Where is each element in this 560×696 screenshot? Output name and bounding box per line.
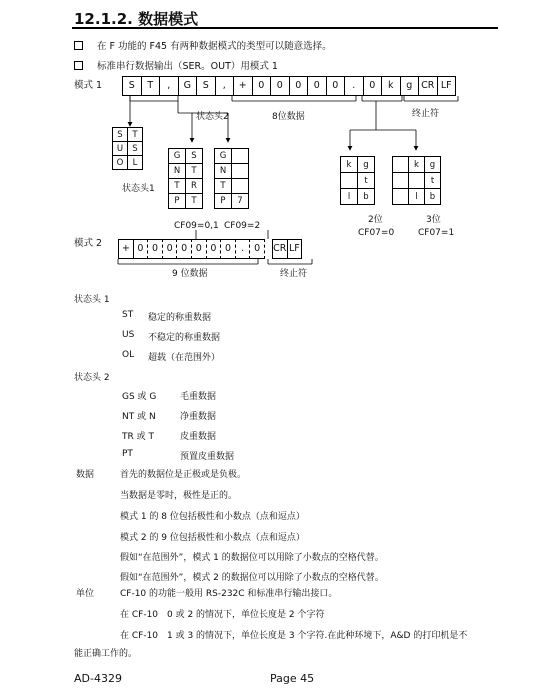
format-cell: +: [118, 239, 134, 259]
mode2-label: 模式 2: [74, 238, 103, 249]
grid-cell: g: [358, 157, 375, 173]
status-description: 毛重数据: [180, 392, 217, 402]
data-section-label: 数据: [76, 470, 95, 480]
grid-cell: T: [186, 194, 203, 209]
grid-cell: 7: [232, 194, 249, 209]
grid-cell: [393, 189, 409, 205]
grid-cell: [232, 179, 249, 194]
format-cell: 0: [326, 76, 346, 96]
grid-cell: k: [341, 157, 358, 173]
format-cell: CR: [272, 239, 288, 259]
paragraph-line: 在 CF-10 0 或 2 的情况下，单位长度是 2 个字符: [120, 610, 325, 620]
format-cell: 0: [289, 76, 309, 96]
format-cell: LF: [437, 76, 457, 96]
grid-cell: [232, 149, 249, 164]
format-cell: 0: [191, 239, 207, 259]
footer-doc-id: AD-4329: [74, 672, 122, 685]
format-cell: g: [400, 76, 420, 96]
status-description: 净重数据: [180, 412, 217, 422]
unit-2-grid: [340, 156, 375, 205]
format-cell: 0: [147, 239, 163, 259]
status-description: 稳定的称重数据: [148, 313, 212, 323]
mode1-label: 模式 1: [74, 80, 103, 91]
status-code: GS 或 G: [122, 392, 157, 402]
bullet-item: 在 F 功能的 F45 有两种数据模式的类型可以随意选择。: [74, 38, 332, 52]
format-cell: 0: [307, 76, 327, 96]
unit-3-grid: [392, 156, 441, 205]
grid-cell: L: [128, 156, 143, 170]
unit-3-label: 3位: [426, 215, 441, 225]
format-cell: G: [178, 76, 198, 96]
status-code: PT: [122, 449, 133, 459]
paragraph-line: 能正确工作的。: [74, 649, 138, 659]
format-cell: S: [122, 76, 142, 96]
sh2-title: 状态头 2: [74, 373, 110, 383]
terminator-label: 终止符: [412, 109, 440, 119]
section-heading: 12.1.2. 数据模式: [74, 10, 199, 28]
grid-cell: t: [425, 173, 441, 189]
grid-cell: T: [169, 179, 186, 194]
grid-cell: T: [186, 164, 203, 179]
format-cell: 0: [220, 239, 236, 259]
cf07-1-label: CF07=1: [418, 228, 455, 238]
format-cell: 0: [133, 239, 149, 259]
grid-cell: G: [215, 149, 232, 164]
format-cell: .: [344, 76, 364, 96]
grid-cell: b: [425, 189, 441, 205]
format-cell: CR: [418, 76, 438, 96]
unit-2-label: 2位: [368, 215, 383, 225]
format-cell: LF: [287, 239, 303, 259]
grid-cell: [341, 173, 358, 189]
grid-cell: T: [128, 128, 143, 142]
grid-cell: [409, 173, 425, 189]
grid-cell: P: [215, 194, 232, 209]
state-head-2-label: 状态头2: [196, 112, 229, 122]
paragraph-line: CF-10 的功能一般用 RS-232C 和标准串行输出接口。: [120, 589, 338, 599]
status-code: NT 或 N: [122, 412, 156, 422]
paragraph-line: 在 CF-10 1 或 3 的情况下，单位长度是 3 个字符.在此种环境下，A&D 的打印机是不: [120, 631, 468, 641]
grid-cell: [232, 164, 249, 179]
grid-cell: t: [358, 173, 375, 189]
unit-section-label: 单位: [76, 589, 95, 599]
9-digit-data-label: 9 位数据: [172, 269, 208, 279]
format-cell: S: [196, 76, 216, 96]
paragraph-line: 模式 2 的 9 位包括极性和小数点（点和逗点）: [120, 533, 305, 543]
paragraph-line: 假如“在范围外”，模式 1 的数据位可以用除了小数点的空格代替。: [120, 553, 384, 563]
paragraph-line: 首先的数据位是正极或是负极。: [120, 470, 247, 480]
format-cell: T: [141, 76, 161, 96]
format-cell: .: [235, 239, 251, 259]
grid-cell: R: [186, 179, 203, 194]
grid-cell: [393, 173, 409, 189]
status-code: TR 或 T: [122, 432, 154, 442]
paragraph-line: 模式 1 的 8 位包括极性和小数点（点和逗点）: [120, 512, 305, 522]
cf09-2-label: CF09=2: [224, 221, 261, 231]
format-cell: 0: [363, 76, 383, 96]
format-cell: k: [381, 76, 401, 96]
status-description: 预置皮重数据: [180, 452, 235, 462]
grid-cell: k: [409, 157, 425, 173]
format-cell: 0: [270, 76, 290, 96]
format-cell: 0: [162, 239, 178, 259]
status-description: 皮重数据: [180, 432, 217, 442]
state-head-2-grid-b: [214, 148, 249, 209]
grid-cell: g: [425, 157, 441, 173]
grid-cell: S: [113, 128, 128, 142]
status-code: ST: [122, 310, 134, 320]
bullet-item: 标准串行数据输出（SER。OUT）用模式 1: [74, 58, 278, 72]
status-description: 超载（在范围外）: [148, 353, 221, 363]
cf09-01-label: CF09=0,1: [174, 221, 219, 231]
paragraph-line: 假如“在范围外”，模式 2 的数据位可以用除了小数点的空格代替。: [120, 573, 384, 583]
format-cell: ,: [159, 76, 179, 96]
cf07-0-label: CF07=0: [358, 228, 395, 238]
grid-cell: S: [128, 142, 143, 156]
grid-cell: G: [169, 149, 186, 164]
footer-page-number: Page 45: [270, 672, 315, 685]
grid-cell: P: [169, 194, 186, 209]
status-description: 不稳定的称重数据: [148, 333, 221, 343]
grid-cell: [393, 157, 409, 173]
status-code: OL: [122, 350, 135, 360]
grid-cell: l: [409, 189, 425, 205]
grid-cell: N: [169, 164, 186, 179]
format-cell: 0: [252, 76, 272, 96]
paragraph-line: 当数据是零时，极性是正的。: [120, 491, 238, 501]
grid-cell: l: [341, 189, 358, 205]
state-head-1-label: 状态头1: [122, 184, 155, 194]
status-code: US: [122, 330, 135, 340]
format-cell: 0: [249, 239, 265, 259]
grid-cell: N: [215, 164, 232, 179]
format-cell: ,: [215, 76, 235, 96]
8-digit-data-label: 8位数据: [272, 112, 305, 122]
format-cell: 0: [206, 239, 222, 259]
grid-cell: T: [215, 179, 232, 194]
format-cell: 0: [176, 239, 192, 259]
sh1-title: 状态头 1: [74, 295, 110, 305]
mode2-terminator-label: 终止符: [280, 269, 308, 279]
state-head-2-grid-a: [168, 148, 203, 209]
grid-cell: U: [113, 142, 128, 156]
grid-cell: b: [358, 189, 375, 205]
format-cell: +: [233, 76, 253, 96]
grid-cell: O: [113, 156, 128, 170]
grid-cell: S: [186, 149, 203, 164]
state-head-1-grid: [112, 127, 143, 170]
